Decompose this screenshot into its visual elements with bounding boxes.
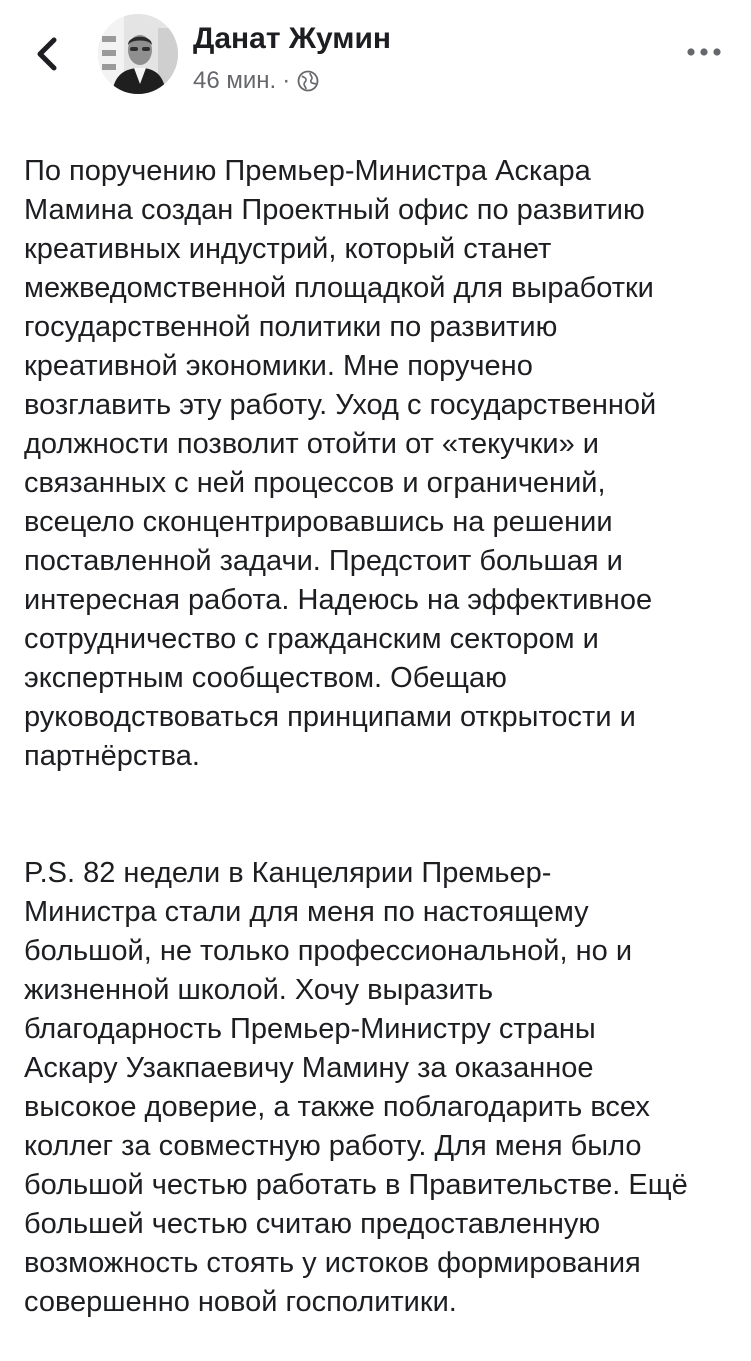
post-paragraph-2: P.S. 82 недели в Канцелярии Премьер- Министра стали для меня по настоящему большой, не только профессиональной, но и жизненной школой. Хочу выразить благодарность Премьер-Министру страны Аскару Узакпаевичу Мамину за оказанное высокое доверие, а также поблагодарить всех коллег за совместную работу. Для меня было большой честью работать в Правительстве. Ещё большей честью считаю предоставленную возможность стоять у истоков формирования совершенно новой госполитики.	[24, 857, 688, 1318]
avatar-photo	[98, 14, 178, 94]
chevron-left-icon	[28, 30, 68, 78]
post-paragraph-1: По поручению Премьер-Министра Аскара Мамина создан Проектный офис по развитию креативных индустрий, который станет межведомственной площадкой для выработки государственной политики по развитию креативной экономики. Мне поручено возглавить эту работу. Уход с государственной должности позволит отойти от «текучки» и связанных с ней процессов и ограничений, всецело сконцентрировавшись на решении поставленной задачи. Предстоит большая и интересная работа. Надеюсь на эффективное сотрудничество с гражданским сектором и экспертным сообществом. Обещаю руководствоваться принципами открытости и партнёрства.	[24, 155, 657, 772]
globe-icon[interactable]	[297, 70, 319, 92]
post-time[interactable]: 46 мин.	[193, 67, 277, 94]
more-dots-icon	[684, 40, 724, 64]
post-meta	[193, 66, 319, 96]
avatar[interactable]	[98, 14, 178, 94]
back-button[interactable]	[28, 30, 68, 78]
author-name[interactable]: Данат Жумин	[193, 22, 392, 55]
post-header	[0, 0, 751, 118]
meta-separator: ·	[282, 67, 291, 94]
post-text	[24, 113, 734, 1361]
more-options-button[interactable]	[684, 40, 724, 64]
